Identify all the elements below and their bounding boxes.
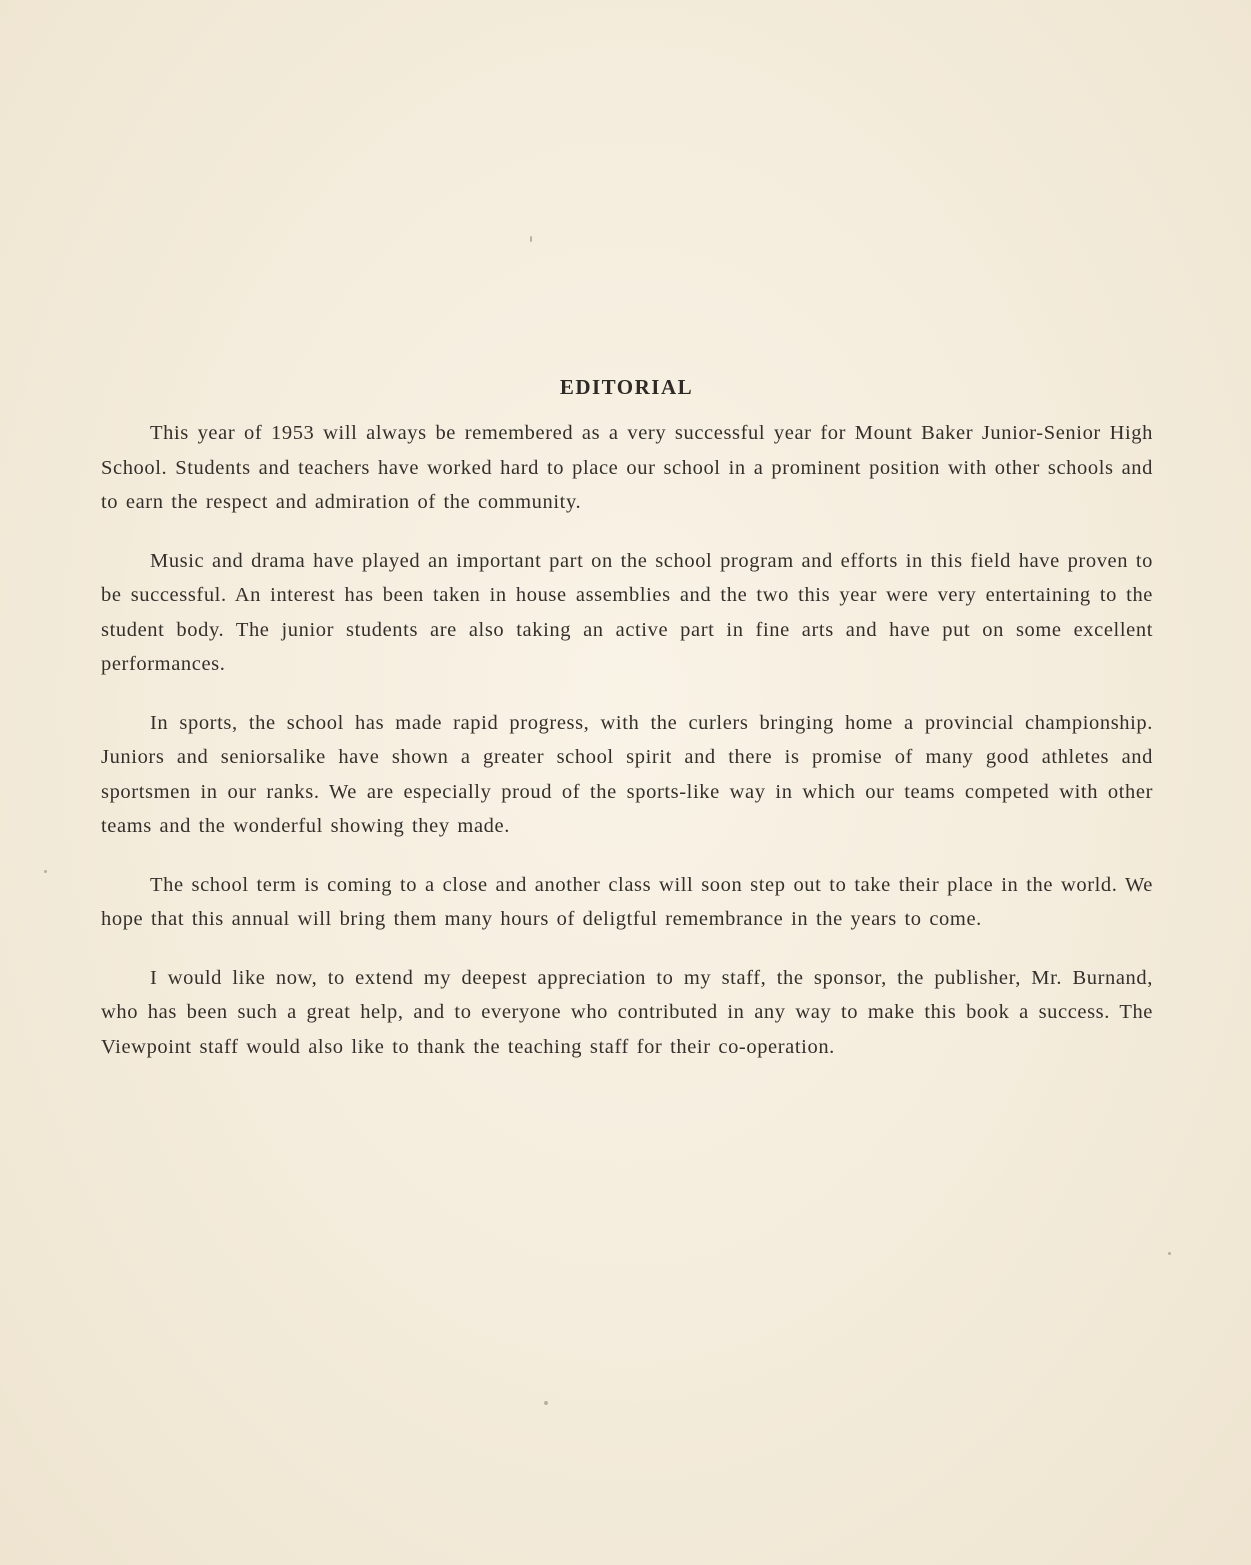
editorial-title: EDITORIAL	[559, 375, 694, 399]
paragraph-5: I would like now, to extend my deepest appreciation to my staff, the sponsor, the publisher, Mr. Burnand, who has been such a great help, and to everyone who contributed in any way to make this book a success. The Viewpoint staff would also like to thank the teaching staff for their co-operation.	[101, 966, 1153, 1058]
paragraph-2: Music and drama have played an important part on the school program and efforts in this field have proven to be successful. An interest has been taken in house assemblies and the two this year were very entertaining to the student body. The junior students are also taking an active part in fine arts and have put on some excellent performances.	[101, 549, 1153, 675]
paper-speck	[530, 236, 532, 242]
paper-speck	[1168, 1252, 1171, 1255]
editorial-body	[101, 416, 1153, 1088]
paragraph-4: The school term is coming to a close and another class will soon step out to take their place in the world. We hope that this annual will bring them many hours of deligtful remembrance in the years to come.	[101, 873, 1153, 930]
paragraph-1: This year of 1953 will always be remembered as a very successful year for Mount Baker Junior-Senior High School. Students and teachers have worked hard to place our school in a prominent position with other schools and to earn the respect and admiration of the community.	[101, 422, 1153, 513]
paper-speck	[544, 1401, 548, 1405]
paper-speck	[44, 870, 47, 873]
paragraph-3: In sports, the school has made rapid progress, with the curlers bringing home a provincial championship. Juniors and seniorsalike have shown a greater school spirit and there is promise of many good athletes and sportsmen in our ranks. We are especially proud of the sports-like way in which our teams competed with other teams and the wonderful showing they made.	[101, 711, 1153, 837]
